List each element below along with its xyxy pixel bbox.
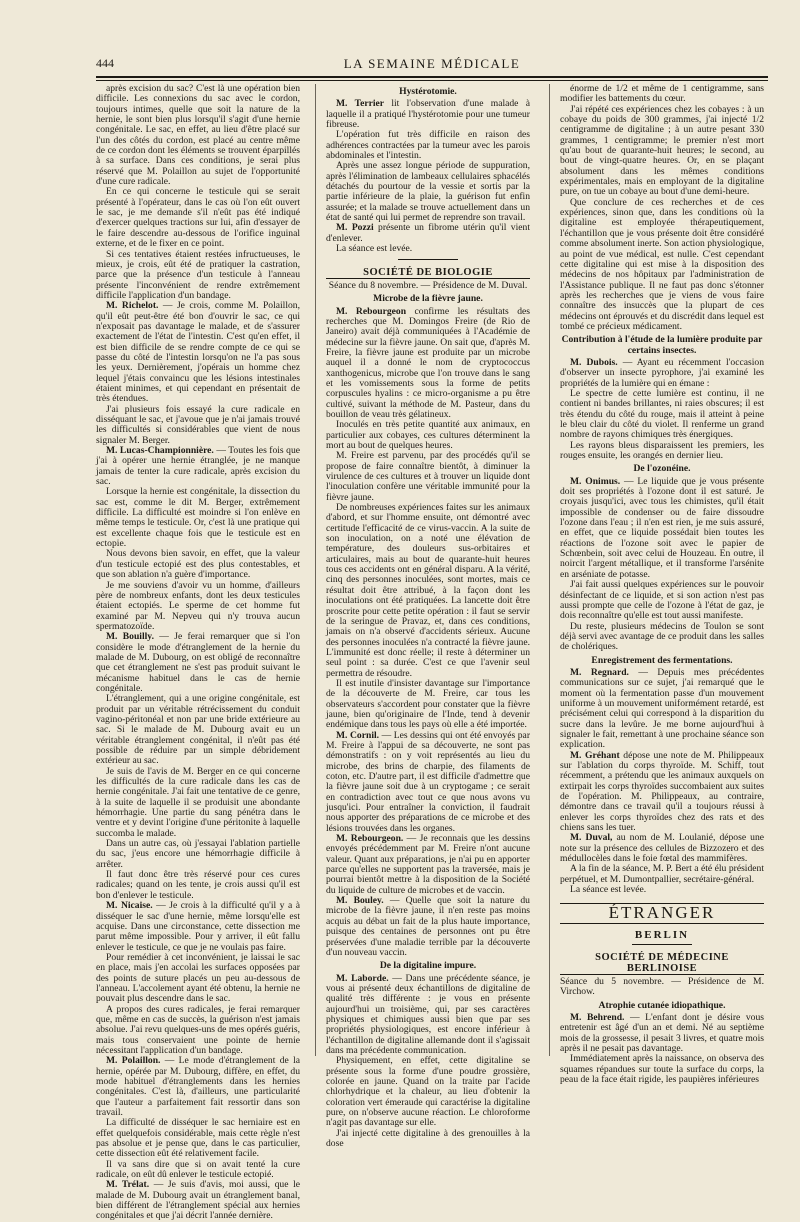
paragraph <box>560 1054 764 1085</box>
paragraph <box>96 187 300 249</box>
speaker-name: M. Rebourgeon <box>336 305 407 317</box>
speaker-name: M. Trélat. <box>106 1179 150 1191</box>
column-2 <box>326 84 531 1150</box>
paragraph-text: — Je reconnais que les dessins envoyés précédemment par M. Freire n'ont aucune valeur. Quant aux préparations, je n'ai pu en apporter parce qu'elles ne supportent pas la traversée, mais je pourrai bientôt mettre à la disposition de la Société du liquide de culture de microbes et de vaccin. <box>326 833 530 896</box>
header-rule <box>96 76 768 78</box>
paragraph <box>560 477 764 580</box>
paragraph-text: Les rayons bleus disparaissent les premiers, les rouges ensuite, les orangés en dernier lieu. <box>560 439 764 462</box>
paragraph-text: A la fin de la séance, M. P. Bert a été élu président perpétuel, et M. Dumontpallier, secrétaire-général. <box>560 863 764 885</box>
paragraph-text: — L'enfant dont je désire vous entretenir est âgé d'un an et demi. Né au septième mois de la grossesse, il pesait 3 livres, et quatre mois après il ne pesait pas davantage. <box>560 1011 765 1054</box>
speaker-name: M. Nicaise. <box>106 900 153 912</box>
paragraph-text: — Le mode d'étranglement de la hernie, opérée par M. Dubourg, diffère, en effet, du mode habituel d'étranglements dans les hernies congénitales. C'est là, d'ailleurs, une particularité que l'auteur a parfaitement fait ressortir dans son travail. <box>96 1055 300 1119</box>
paragraph <box>96 632 300 694</box>
page-number: 444 <box>96 56 114 70</box>
paragraph-text: Physiquement, en effet, cette digitaline se présente sous la forme d'une poudre grossière, colorée en jaune. Quand on la traite par l'acide chlorhydrique et la chaleur, au lieu d'obtenir la coloration vert émeraude qui caractérise la digitaline pure, on n'observe aucune réaction. Le chloroforme n'agit pas davantage sur elle. <box>326 1055 530 1129</box>
speaker-name: M. Polaillon. <box>106 1055 161 1067</box>
paragraph <box>96 1056 300 1118</box>
paragraph-text: — Quelle que soit la nature du microbe de la fièvre jaune, il n'en reste pas moins acquis au débat un fait de la plus haute importance, puisque des centaines de personnes ont pu être préservées d'une maladie terrible par la découverte d'un nouveau vaccin. <box>326 895 530 958</box>
speaker-name: M. Rebourgeon. <box>336 833 404 845</box>
column-1 <box>96 83 301 1222</box>
paragraph-text: Que conclure de ces recherches et de ces expériences, sinon que, dans les conditions où la digitaline est employée thérapeutiquement, l'échantillon que je vous présente doit être considéré comme absolument inerte. Son action physiologique, au point de vue médical, est nulle. C'est cependant cette digitaline qui est mise à la disposition des médecins de nos hôpitaux par l'administration de l'Assistance publique. Il ne faut pas donc s'étonner après les recherches que je viens de vous faire connaître des insuccès que la plupart de ces médecins ont éprouvés et du discrédit dans lequel est tombé ce précieux médicament. <box>560 196 764 332</box>
paragraph-text: présente un fibrome utérin qu'il vient d'enlever. <box>326 222 530 244</box>
paragraph <box>96 405 300 446</box>
paragraph <box>96 487 300 549</box>
speaker-name: M. Lucas-Championnière. <box>106 445 214 457</box>
paragraph <box>96 84 300 187</box>
paragraph <box>326 130 530 161</box>
paragraph <box>326 1129 530 1150</box>
section-heading: Microbe de la fièvre jaune. <box>373 293 483 305</box>
paragraph-text: Pour remédier à cet inconvénient, je laissai le sac en place, mais j'en accolai les surfaces opposées par des points de suture placés un peu au-dessous de l'anneau. L'accolement ayant été obtenu, la hernie ne pouvait plus descendre dans le sac. <box>96 951 300 1005</box>
paragraph <box>326 834 530 896</box>
paragraph <box>96 301 300 404</box>
paragraph <box>326 679 530 731</box>
paragraph-text: lit l'observation d'une malade à laquelle il a pratiqué l'hystérotomie pour une tumeur fibreuse. <box>326 98 530 131</box>
paragraph <box>96 1180 300 1221</box>
paragraph-text: Après une assez longue période de suppuration, après l'élimination de lambeaux cellulaires sphacélés détachés du pourtour de la vessie et sortis par la partie inférieure de la plaie, la guérison fut enfin assurée; et la malade se trouve actuellement dans un état de santé qui lui permet de reprendre son travail. <box>326 160 530 224</box>
paragraph <box>96 250 300 302</box>
paragraph <box>96 694 300 766</box>
speaker-name: M. Pozzi <box>336 222 374 234</box>
society-title: SOCIÉTÉ DE MÉDECINE BERLINOISE <box>560 953 764 975</box>
paragraph-text: — Le liquide que je vous présente doit ses propriétés à l'ozone dont il est saturé. Je croyais jusqu'ici, avec tous les chimistes, qu'il était impossible de condenser ou de faire dissoudre l'ozone dans l'eau ; il n'en est rien, je me suis assuré, en effet, que ce liquide possédait bien toutes les réactions de l'ozone soit avec le papier de Schœnbein, soit avec celui de Houzeau. En outre, il noircit l'argent métallique, et il transforme l'arsénite en arséniate de potasse. <box>560 475 764 580</box>
paragraph-text: — Ayant eu récemment l'occasion d'observer un insecte pyrophore, j'ai examiné les propriétés de la lumière qui en émane : <box>560 356 764 389</box>
paragraph-text: Je me souviens d'avoir vu un homme, d'ailleurs père de nombreux enfants, dont les deux testicules étaient ectopiés. Le sperme de cet homme fut examiné par M. Nepveu qui n'y trouva aucun spermatozoïde. <box>96 579 300 632</box>
paragraph-text: J'ai plusieurs fois essayé la cure radicale en disséquant le sac, et j'avoue que je n'ai jamais trouvé les difficultés si considérables que vient de nous signaler M. Berger. <box>96 403 300 446</box>
paragraph-text: — Je crois à la difficulté qu'il y a à disséquer le sac d'une hernie, même lorsqu'elle est acquise. Dans une circonstance, cette dissection me parut même impossible. Pour y arriver, il eût fallu enlever le testicule, ce que je ne voulais pas faire. <box>96 900 300 953</box>
session-line: Séance du 5 novembre. — Présidence de M. Virchow. <box>560 975 764 998</box>
paragraph <box>96 581 300 633</box>
paragraph-text: — Les dessins qui ont été envoyés par M. Freire à l'appui de sa découverte, ne sont pas démonstratifs : on y voit représentés au lieu du microbe, des brins de charpie, des filaments de coton, etc. D'autre part, il est difficile d'admettre que la fièvre jaune soit due à un cryptogame ; ce serait en contradiction avec tout ce que nous avons vu jusqu'ici. Pour entraîner la conviction, il faudrait nous apporter des préparations de ce microbe et des lésions trouvées dans les organes. <box>326 729 531 834</box>
paragraph <box>560 358 764 389</box>
paragraph <box>326 420 530 451</box>
paragraph-text: au nom de M. Loulanié, dépose une note sur la présence des cellules de Bizzozero et des médullocèles dans le foie fœtal des mammifères. <box>560 832 765 865</box>
paragraph <box>560 885 764 895</box>
paragraph <box>96 767 300 839</box>
paragraph <box>326 223 530 244</box>
paragraph-text: dépose une note de M. Philippeaux sur l'ablation du corps thyroïde. M. Schiff, tout récemment, a prétendu que les animaux auxquels on extirpait les corps thyroïdes succombaient aux suites de l'opération. M. Philippeaux, au contraire, démontre dans ce travail qu'il a toujours réussi à enlever les corps thyroïdes chez des rats et des chiens sans les tuer. <box>560 749 765 834</box>
paragraph <box>560 1013 764 1054</box>
speaker-name: M. Terrier <box>336 98 385 110</box>
paragraph-text: Le spectre de cette lumière est continu, il ne contient ni bandes brillantes, ni raies obscures; il est très étendu du côté du rouge, mais il atteint à peine le bleu clair du côté du violet. Il renferme un grand nombre de rayons chimiques très énergiques. <box>560 387 764 441</box>
paragraph-text: après excision du sac? C'est là une opération bien difficile. Les connexions du sac avec le cordon, toujours intimes, quelle que soit la nature de la hernie, le sont bien plus lorsqu'il s'agit d'une hernie congénitale. Le sac, en effet, au lieu d'être placé sur l'un des côtés du cordon, est placé au centre même de ce cordon dont les éléments se trouvent éparpillés à sa surface. Dans ces conditions, je serai plus réservé que M. Polaillon au sujet de l'opportunité d'une cure radicale. <box>96 83 300 188</box>
paragraph-text: confirme les résultats des recherches que M. Domingos Freire (de Rio de Janeiro) avait déjà communiquées à l'Académie de médecine sur la fièvre jaune. On sait que, d'après M. Freire, la fièvre jaune est produite par un microbe auquel il a donné le nom de cryptococcus xanthogenicus, microbe que l'on trouve dans le sang et les vomissements sous la forme de petits corpuscules hyalins : ce micro-organisme a pu être cultivé, suivant la méthode de M. Pasteur, dans du bouillon de veau très gélatineux. <box>326 305 530 420</box>
speaker-name: M. Duval, <box>570 832 613 844</box>
divider <box>398 259 458 260</box>
paragraph <box>326 99 530 130</box>
paragraph-text: La séance est levée. <box>336 243 413 255</box>
column-divider <box>315 84 316 1056</box>
paragraph <box>560 833 764 864</box>
paragraph <box>326 1056 530 1128</box>
paragraph-text: Si ces tentatives étaient restées infructueuses, le mieux, je crois, eût été de pratiquer la castration, parce que la présence d'un testicule à l'anneau présente l'inconvénient de rendre extrêmement difficile l'application d'un bandage. <box>96 248 300 301</box>
paragraph <box>560 668 764 751</box>
paragraph-text: J'ai répété ces expériences chez les cobayes : à un cobaye du poids de 300 grammes, j'ai injecté 1/2 centigramme de digitaline ; à un autre pesant 330 grammes, 1 centigramme; le premier n'est mort qu'au bout de quarante-huit heures; le second, au bout de vingt-quatre heures. Or, en se plaçant absolument dans les mêmes conditions expérimentales, mais en employant de la digitaline pure, on tue un cobaye au bout d'une demi-heure. <box>560 103 764 198</box>
paragraph-text: Il est inutile d'insister davantage sur l'importance de la découverte de M. Freire, car tous les observateurs s'accordent pour constater que la fièvre jaune, bien qu'originaire de l'Inde, tend à devenir endémique dans tous les pays où elle a été importée. <box>326 677 530 731</box>
speaker-name: M. Bouley. <box>336 895 384 907</box>
speaker-name: M. Regnard. <box>570 666 629 678</box>
paragraph <box>560 864 764 885</box>
speaker-name: M. Behrend. <box>570 1011 625 1023</box>
paragraph <box>96 1160 300 1181</box>
paragraph <box>326 161 530 223</box>
paragraph-text: Je suis de l'avis de M. Berger en ce qui concerne les difficultés de la cure radicale dans les cas de hernie congénitale. J'ai fait une tentative de ce genre, à la suite de laquelle il se produisit une abondante hémorrhagie. Une partie du sang pénétra dans le ventre et y devint l'origine d'une péritonite à laquelle succomba le malade. <box>96 765 300 839</box>
paragraph-text: Il faut donc être très réservé pour ces cures radicales; quand on les tente, je crois aussi qu'il est bon d'enlever le testicule. <box>96 869 300 901</box>
section-heading: Enregistrement des fermentations. <box>591 654 733 666</box>
paragraph <box>560 580 764 621</box>
paragraph <box>560 389 764 441</box>
section-heading: Atrophie cutanée idiopathique. <box>598 999 726 1011</box>
paragraph-text: — Dans une précédente séance, je vous ai présenté deux échantillons de digitaline de qualité très différente : je vous en présente aujourd'hui un troisième, qui, par ses caractères physiques et chimiques aussi bien que par ses propriétés physiologiques, est encore inférieur à l'échantillon de digitaline allemande dont il s'agissait dans ma précédente communication. <box>326 972 530 1056</box>
paragraph <box>96 549 300 580</box>
paragraph <box>96 870 300 901</box>
paragraph <box>560 105 764 198</box>
journal-title: LA SEMAINE MÉDICALE <box>343 56 521 71</box>
paragraph <box>560 441 764 462</box>
speaker-name: M. Laborde. <box>336 972 389 984</box>
paragraph <box>560 84 764 105</box>
paragraph-text: Immédiatement après la naissance, on observa des squames répandues sur toute la surface du corps, la peau de la face était rigide, les paupières inférieures <box>560 1053 764 1085</box>
page-header <box>96 56 768 76</box>
paragraph-text: — Je ferai remarquer que si l'on considère le mode d'étranglement de la hernie du malade de M. Dubourg, on est obligé de reconnaître que cet étranglement ne s'est pas produit suivant le mécanisme habituel dans le cas de hernie congénitale. <box>96 631 301 694</box>
speaker-name: M. Gréhant <box>570 749 620 761</box>
session-line: Séance du 8 novembre. — Présidence de M. Duval. <box>328 279 528 291</box>
paragraph <box>96 1005 300 1057</box>
paragraph <box>326 974 530 1057</box>
section-heading: Contribution à l'étude de la lumière produite par certains insectes. <box>561 334 763 356</box>
paragraph-text: — Toutes les fois que j'ai à opérer une hernie étranglée, je ne manque jamais de tenter la cure radicale, après excision du sac. <box>96 445 300 488</box>
society-title: SOCIÉTÉ DE BIOLOGIE <box>326 268 530 279</box>
paragraph-text: énorme de 1/2 et même de 1 centigramme, sans modifier les battements du cœur. <box>560 83 764 105</box>
paragraph <box>326 731 530 834</box>
section-heading: Hystérotomie. <box>399 86 457 97</box>
paragraph <box>560 751 764 834</box>
paragraph-text: L'opération fut très difficile en raison des adhérences contractées par la tumeur avec les parois abdominales et l'intestin. <box>326 129 530 162</box>
paragraph-text: La séance est levée. <box>570 884 647 896</box>
paragraph-text: En ce qui concerne le testicule qui se serait présenté à l'opérateur, dans le cas où l'on eût ouvert le sac, je me demande s'il n'eût pas été indiqué d'exercer quelques tractions sur lui, afin d'essayer de le faire descendre au-dessous de l'orifice inguinal externe, et de le fixer en ce point. <box>96 186 300 250</box>
paragraph <box>326 896 530 958</box>
paragraph-text: M. Freire est parvenu, par des procédés qu'il se propose de faire connaître bientôt, à diminuer la virulence de ces cultures et à trouver un liquide dont l'inoculation confère une véritable immunité pour la fièvre jaune. <box>326 450 530 503</box>
column-divider <box>549 84 550 1056</box>
paragraph-text: — Je crois, comme M. Polaillon, qu'il eût peut-être été bon d'ouvrir le sac, ce qui n'exposait pas davantage le malade, et de s'assurer exactement de l'état de l'intestin. C'est qu'en effet, il est bien difficile de se rendre compte de ce qui se passe du côté de l'intestin lorsqu'on ne l'a pas sous les yeux. Dernièrement, j'opérais un homme chez lequel j'étais convaincu que les lésions intestinales étaient minimes, et qui cependant en présentait de très étendues. <box>96 300 301 405</box>
paragraph <box>96 1118 300 1159</box>
paragraph <box>560 622 764 653</box>
city-heading: BERLIN <box>634 928 690 941</box>
speaker-name: M. Dubois. <box>570 356 618 368</box>
section-heading: De l'ozonéine. <box>633 463 691 475</box>
paragraph <box>560 198 764 332</box>
column-3 <box>560 83 765 1085</box>
paragraph <box>326 451 530 503</box>
paragraph <box>326 503 530 679</box>
paragraph-text: Du reste, plusieurs médecins de Toulon se sont déjà servi avec avantage de ce produit dans les salles de cholériques. <box>560 620 764 653</box>
speaker-name: M. Onimus. <box>570 475 621 487</box>
paragraph <box>96 901 300 953</box>
paragraph-text: — Depuis mes précédentes communications sur ce sujet, j'ai remarqué que le moment où la fermentation passe d'un mouvement uniforme à un mouvement uniformément retardé, est précisément celui qui correspond à la disparition du sucre dans la levûre. Je me borne aujourd'hui à signaler le fait, remettant à une prochaine séance son explication. <box>560 666 764 751</box>
paragraph-text: J'ai fait aussi quelques expériences sur le pouvoir désinfectant de ce liquide, et si son action n'est pas aussi prompte que celle de l'ozone à l'état de gaz, je dois reconnaître qu'elle est tout aussi manifeste. <box>560 579 764 622</box>
paragraph-text: A propos des cures radicales, je ferai remarquer que, même en cas de succès, la guérison n'est jamais absolue. J'ai revu quelques-uns de mes opérés guéris, mais tous conservaient une pointe de hernie nécessitant l'application d'un bandage. <box>96 1003 300 1056</box>
speaker-name: M. Richelot. <box>106 300 159 312</box>
paragraph <box>96 839 300 870</box>
divider <box>632 944 692 945</box>
speaker-name: M. Cornil. <box>336 729 380 741</box>
paragraph-text: L'étranglement, qui a une origine congénitale, est produit par un véritable rétrécissement du conduit vagino-péritonéal et non par une bride extérieure au sac. Si le malade de M. Dubourg avait eu un véritable étranglement congénital, il n'eût pas été possible de réduire par un simple débridement extérieur au sac. <box>96 693 300 767</box>
section-heading: De la digitaline impure. <box>379 960 477 972</box>
paragraph-text: La difficulté de disséquer le sac herniaire est en effet quelquefois considérable, mais cette règle n'est pas absolue et je pense que, dans le cas particulier, cette dissection eût été relativement facile. <box>96 1117 300 1160</box>
paragraph <box>96 953 300 1005</box>
paragraph-text: Nous devons bien savoir, en effet, que la valeur d'un testicule ectopié est des plus contestables, et que son ablation n'a guère d'importance. <box>96 548 300 581</box>
paragraph-text: De nombreuses expériences faites sur les animaux d'abord, et sur l'homme ensuite, ont démontré avec certitude l'efficacité de ce virus-vaccin. A la suite de son inoculation, on a noté une élévation de température, des douleurs sus-orbitaires et articulaires, mais au bout de quarante-huit heures tous ces accidents ont en général disparu. A la vérité, cinq des personnes inoculées, sont mortes, mais ce résultat doit être attribué, à la façon dont les inoculations ont été pratiquées. La lancette doit être proscrite pour cette petite opération : il faut se servir de la seringue de Pravaz, et, dans ces conditions, jamais on n'a observé d'accidents sérieux. Aucune des personnes inoculées n'a contracté la fièvre jaune. L'immunité est donc réelle; il reste à déterminer un seul point : sa durée. C'est ce que l'avenir seul permettra de résoudre. <box>326 502 530 679</box>
header-rule-thin <box>96 80 768 81</box>
paragraph-text: Dans un autre cas, où j'essayai l'ablation partielle du sac, j'eus encore une hémorrhagie difficile à arrêter. <box>96 838 300 870</box>
paragraph-text: Inoculés en très petite quantité aux animaux, en particulier aux cobayes, ces cultures déterminent la mort au bout de quelques heures. <box>326 419 530 451</box>
paragraph <box>326 307 530 421</box>
paragraph-text: J'ai injecté cette digitaline à des grenouilles à la dose <box>326 1127 530 1150</box>
paragraph-text: Lorsque la hernie est congénitale, la dissection du sac est, comme le dit M. Berger, extrêmement difficile. La difficulté est moindre si l'on enlève en même temps le testicule. Or, c'est là une pratique qui est excellente chaque fois que le testicule est en ectopie. <box>96 486 300 550</box>
paragraph-text: — Je suis d'avis, moi aussi, que le malade de M. Dubourg avait un étranglement banal, bien différent de l'étranglement spécial aux hernies congénitales et que j'ai décrit l'année dernière. <box>96 1179 300 1222</box>
paragraph <box>96 446 300 487</box>
paragraph-text: Il va sans dire que si on avait tenté la cure radicale, on eût dû enlever le testicule ectopié. <box>96 1158 300 1181</box>
paragraph <box>326 244 530 254</box>
foreign-section-title: ÉTRANGER <box>560 903 764 923</box>
speaker-name: M. Bouilly. <box>106 631 154 643</box>
